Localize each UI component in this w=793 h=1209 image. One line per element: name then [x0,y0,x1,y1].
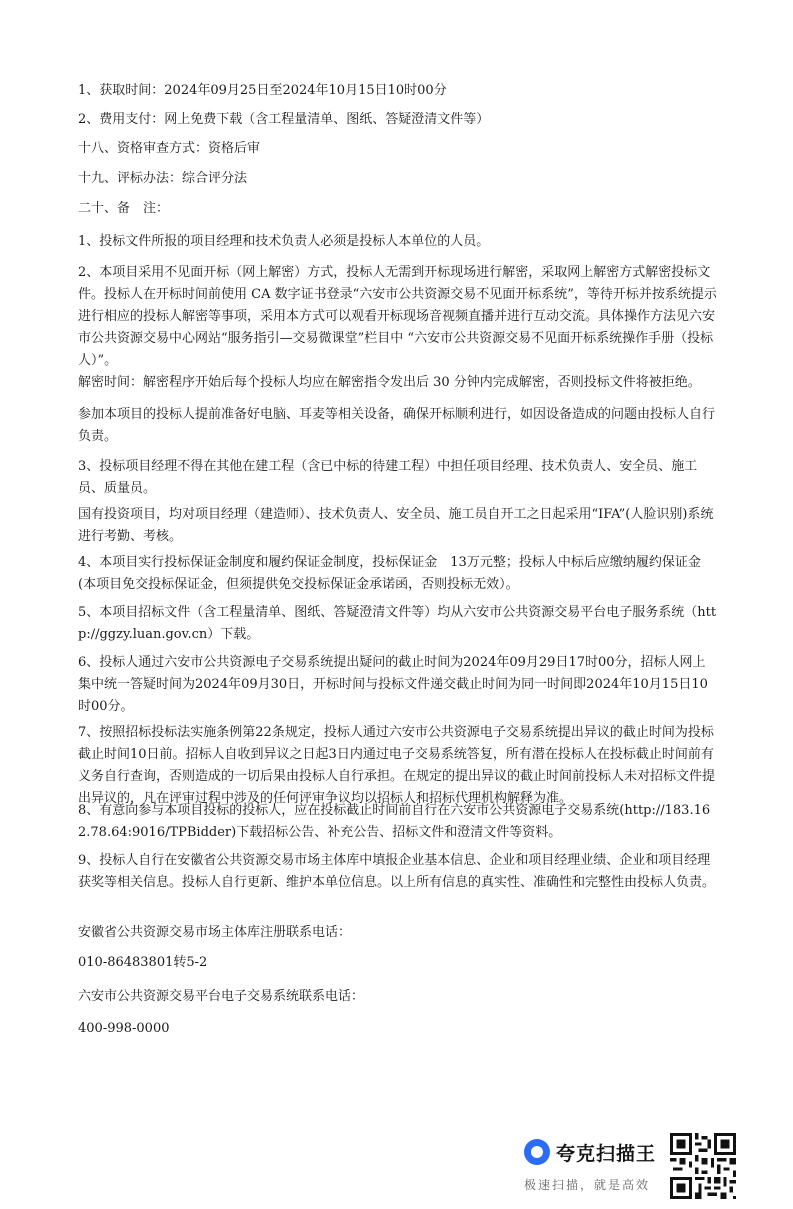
watermark-slogan: 极速扫描，就是高效 [524,1178,651,1192]
paragraph-qualification: 十八、资格审查方式：资格后审 [78,141,261,156]
paragraph-anhui-contact-label: 安徽省公共资源交易市场主体库注册联系电话： [78,925,352,940]
paragraph-equipment: 参加本项目的投标人提前准备好电脑、耳麦等相关设备，确保开标顺利进行，如因设备造成的问题由投标人自行负责。 [78,407,716,444]
paragraph-acquire-time: 1、获取时间：2024年09月25日至2024年10月15日10时00分 [78,83,447,98]
scanner-watermark [520,1131,670,1201]
paragraph-luan-contact-label: 六安市公共资源交易平台电子交易系统联系电话： [78,989,365,1004]
paragraph-note-6: 6、投标人通过六安市公共资源电子交易系统提出疑问的截止时间为2024年09月29日17时00分，招标人网上集中统一答疑时间为2024年09月30日，开标时间与投标文件递交截止时间为同一时间即2024年10月15日10时00分。 [78,655,708,714]
paragraph-note-9: 9、投标人自行在安徽省公共资源交易市场主体库中填报企业基本信息、企业和项目经理业绩、企业和项目经理获奖等相关信息。投标人自行更新、维护本单位信息。以上所有信息的真实性、准确性和完整性由投标人负责。 [78,853,716,890]
paragraph-remarks-heading: 二十、备 注： [78,201,170,216]
paragraph-note-2: 2、本项目采用不见面开标（网上解密）方式，投标人无需到开标现场进行解密，采取网上解密方式解密投标文件。投标人在开标时间前使用 CA 数字证书登录“六安市公共资源交易不见面开标系统”，等待开标并按系统提示进行相应的投标人解密等事项，采用本方式可以观看开标现场音视频直播并进行互动交流。具体操作方法见六安市公共资源交易中心网站“服务指引—交易微课堂”栏目中 “六安市公共资源交易不见面开标系统操作手册（投标人）”。 [78,265,717,368]
paragraph-note-7: 7、按照招标投标法实施条例第22条规定，投标人通过六安市公共资源电子交易系统提出异议的截止时间为投标截止时间10日前。招标人自收到异议之日起3日内通过电子交易系统答复，所有潜在投标人在投标截止时间前有义务自行查询，否则造成的一切后果由投标人自行承担。在规定的提出异议的截止时间前投标人未对招标文件提出异议的，凡在评审过程中涉及的任何评审争议均以招标人和招标代理机构解释为准。 [78,725,716,806]
paragraph-note-4: 4、本项目实行投标保证金制度和履约保证金制度，投标保证金 13万元整；投标人中标后应缴纳履约保证金(本项目免交投标保证金，但须提供免交投标保证金承诺函，否则投标无效）。 [78,555,701,592]
paragraph-ifa: 国有投资项目，均对项目经理（建造师）、技术负责人、安全员、施工员自开工之日起采用“IFA”(人脸识别)系统进行考勤、考核。 [78,507,714,544]
paragraph-fee: 2、费用支付：网上免费下载（含工程量清单、图纸、答疑澄清文件等） [78,112,490,127]
paragraph-note-3: 3、投标项目经理不得在其他在建工程（含已中标的待建工程）中担任项目经理、技术负责人、安全员、施工员、质量员。 [78,459,698,496]
paragraph-decrypt-time: 解密时间：解密程序开始后每个投标人均应在解密指令发出后 30 分钟内完成解密，否则投标文件将被拒绝。 [78,375,701,390]
paragraph-note-1: 1、投标文件所报的项目经理和技术负责人必须是投标人本单位的人员。 [78,234,490,249]
paragraph-luan-contact-phone: 400-998-0000 [78,1021,170,1036]
qr-code-icon [670,1133,736,1199]
watermark-brand: 夸克扫描王 [556,1143,657,1165]
paragraph-note-8: 8、有意向参与本项目投标的投标人，应在投标截止时间前自行在六安市公共资源电子交易系统(http://183.162.78.64:9016/TPBidder)下载招标公告、补充公告、招标文件和澄清文件等资料。 [78,803,711,840]
quark-logo-icon [524,1139,550,1165]
paragraph-note-5: 5、本项目招标文件（含工程量清单、图纸、答疑澄清文件等）均从六安市公共资源交易平台电子服务系统（http://ggzy.luan.gov.cn）下载。 [78,605,717,642]
paragraph-anhui-contact-phone: 010-86483801转5-2 [78,955,208,970]
paragraph-evaluation: 十九、评标办法：综合评分法 [78,171,248,186]
